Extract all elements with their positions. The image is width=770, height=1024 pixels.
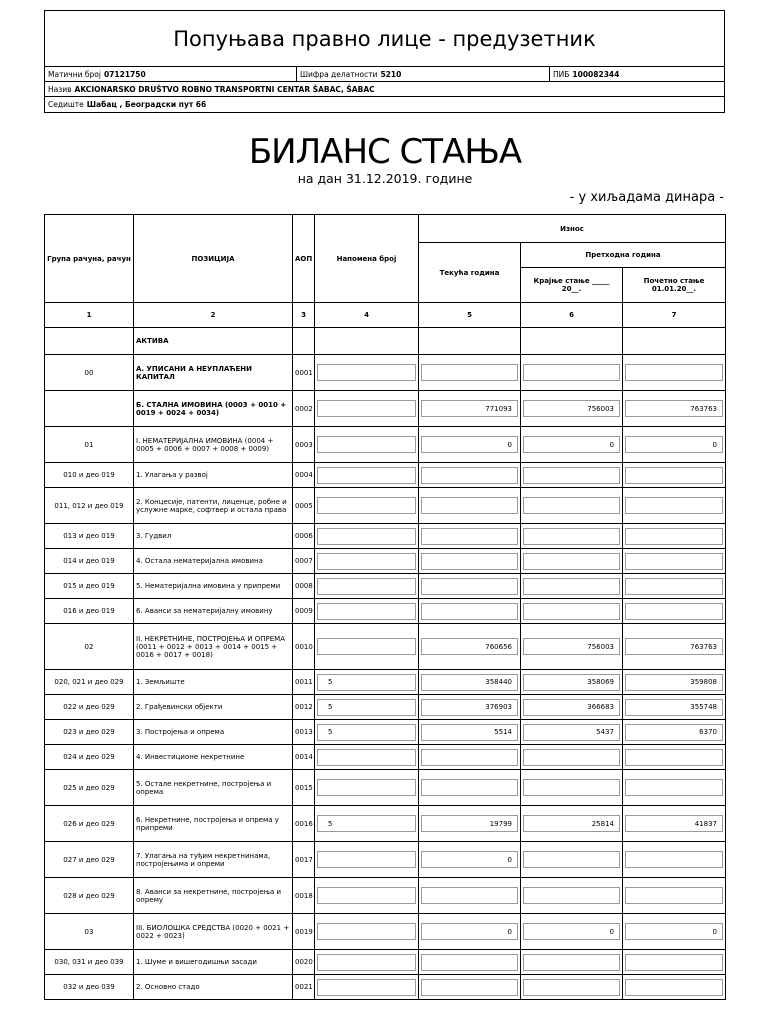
pib-label: ПИБ — [553, 69, 570, 79]
table-row — [45, 549, 726, 574]
closing-balance-field[interactable]: 25814 — [523, 815, 620, 832]
note-field[interactable] — [317, 779, 416, 796]
row-aop: 0009 — [293, 599, 315, 624]
opening-balance-field[interactable] — [625, 497, 723, 514]
row-position: А. УПИСАНИ А НЕУПЛАЋЕНИ КАПИТАЛ — [134, 355, 293, 391]
col-number: 2 — [134, 303, 293, 328]
col-number: 5 — [419, 303, 521, 328]
table-row — [45, 770, 726, 806]
note-field[interactable] — [317, 578, 416, 595]
row-aop: 0020 — [293, 950, 315, 975]
header-ids-row — [45, 67, 724, 82]
opening-balance-field[interactable]: 359808 — [625, 674, 723, 691]
row-group: 030, 031 и део 039 — [45, 950, 134, 975]
row-group: 023 и део 029 — [45, 720, 134, 745]
opening-balance-field[interactable]: 6370 — [625, 724, 723, 741]
header-opening: Почетно стање 01.01.20__. — [623, 268, 726, 303]
mb-label: Матични број — [48, 69, 101, 79]
opening-balance-field[interactable]: 355748 — [625, 699, 723, 716]
row-group: 020, 021 и део 029 — [45, 670, 134, 695]
row-group: 00 — [45, 355, 134, 391]
current-year-field[interactable]: 760656 — [421, 638, 518, 655]
closing-balance-field[interactable] — [523, 578, 620, 595]
current-year-field[interactable] — [421, 779, 518, 796]
table-row — [45, 524, 726, 549]
col-number: 3 — [293, 303, 315, 328]
row-group: 022 и део 029 — [45, 695, 134, 720]
current-year-field[interactable] — [421, 954, 518, 971]
row-group: 02 — [45, 624, 134, 670]
current-year-field[interactable] — [421, 603, 518, 620]
row-group: 011, 012 и део 019 — [45, 488, 134, 524]
document-unit: - у хиљадама динара - — [569, 190, 724, 205]
row-position: 7. Улагања на туђим некретнинама, постројењима и опреми — [134, 842, 293, 878]
row-aop: 0001 — [293, 355, 315, 391]
note-field[interactable]: 5 — [317, 699, 416, 716]
table-row — [45, 975, 726, 1000]
current-year-field[interactable]: 5514 — [421, 724, 518, 741]
note-field[interactable] — [317, 923, 416, 940]
sd-value: 5210 — [380, 69, 402, 79]
header-note: Напомена број — [315, 215, 419, 303]
row-position: 3. Постројења и опрема — [134, 720, 293, 745]
current-year-field[interactable]: 0 — [421, 851, 518, 868]
note-field[interactable] — [317, 851, 416, 868]
current-year-field[interactable] — [421, 497, 518, 514]
note-field[interactable] — [317, 528, 416, 545]
closing-balance-field[interactable] — [523, 603, 620, 620]
section-label: АКТИВА — [134, 328, 293, 355]
opening-balance-field[interactable] — [625, 887, 723, 904]
opening-balance-field[interactable] — [625, 979, 723, 996]
header-previous-year: Претходна година — [521, 243, 726, 268]
seat-value: Шабац , Београдски пут 66 — [86, 100, 207, 109]
row-aop: 0008 — [293, 574, 315, 599]
table-row — [45, 624, 726, 670]
mb-value: 07121750 — [103, 69, 146, 79]
current-year-field[interactable]: 19799 — [421, 815, 518, 832]
table-row — [45, 599, 726, 624]
row-position: Б. СТАЛНА ИМОВИНА (0003 + 0010 + 0019 + 0024 + 0034) — [134, 391, 293, 427]
note-field[interactable] — [317, 436, 416, 453]
closing-balance-field[interactable]: 366683 — [523, 699, 620, 716]
closing-balance-field[interactable] — [523, 528, 620, 545]
closing-balance-field[interactable]: 358069 — [523, 674, 620, 691]
opening-balance-field[interactable] — [625, 954, 723, 971]
note-field[interactable] — [317, 887, 416, 904]
opening-balance-field[interactable] — [625, 603, 723, 620]
row-group — [45, 391, 134, 427]
closing-balance-field[interactable] — [523, 954, 620, 971]
row-aop: 0012 — [293, 695, 315, 720]
note-field[interactable]: 5 — [317, 674, 416, 691]
opening-balance-field[interactable] — [625, 364, 723, 381]
closing-balance-field[interactable] — [523, 467, 620, 484]
header-position: ПОЗИЦИЈА — [134, 215, 293, 303]
opening-balance-field[interactable] — [625, 578, 723, 595]
current-year-field[interactable] — [421, 528, 518, 545]
current-year-field[interactable] — [421, 578, 518, 595]
row-position: III. БИОЛОШКА СРЕДСТВА (0020 + 0021 + 0022 + 0023) — [134, 914, 293, 950]
current-year-field[interactable] — [421, 364, 518, 381]
current-year-field[interactable] — [421, 553, 518, 570]
closing-balance-field[interactable] — [523, 851, 620, 868]
closing-balance-field[interactable] — [523, 749, 620, 766]
header-seat-row — [45, 97, 724, 112]
row-aop: 0013 — [293, 720, 315, 745]
table-row — [45, 670, 726, 695]
current-year-field[interactable]: 376903 — [421, 699, 518, 716]
col-number: 4 — [315, 303, 419, 328]
table-row — [45, 427, 726, 463]
row-group: 01 — [45, 427, 134, 463]
closing-balance-field[interactable]: 756003 — [523, 400, 620, 417]
row-group: 026 и део 029 — [45, 806, 134, 842]
current-year-field[interactable]: 0 — [421, 436, 518, 453]
table-row — [45, 355, 726, 391]
row-position: 2. Концесије, патенти, лиценце, робне и услужне марке, софтвер и остала права — [134, 488, 293, 524]
current-year-field[interactable] — [421, 467, 518, 484]
table-row — [45, 842, 726, 878]
closing-balance-field[interactable]: 0 — [523, 436, 620, 453]
closing-balance-field[interactable] — [523, 497, 620, 514]
row-group: 015 и део 019 — [45, 574, 134, 599]
sd-label: Шифра делатности — [300, 69, 378, 79]
table-row — [45, 878, 726, 914]
row-aop: 0007 — [293, 549, 315, 574]
row-position: 6. Аванси за нематеријалну имовину — [134, 599, 293, 624]
row-aop: 0021 — [293, 975, 315, 1000]
closing-balance-field[interactable] — [523, 364, 620, 381]
opening-balance-field[interactable]: 0 — [625, 436, 723, 453]
row-aop: 0011 — [293, 670, 315, 695]
note-field[interactable] — [317, 364, 416, 381]
opening-balance-field[interactable] — [625, 779, 723, 796]
row-group: 016 и део 019 — [45, 599, 134, 624]
row-aop: 0006 — [293, 524, 315, 549]
row-group: 028 и део 029 — [45, 878, 134, 914]
row-position: II. НЕКРЕТНИНЕ, ПОСТРОЈЕЊА И ОПРЕМА (0011 + 0012 + 0013 + 0014 + 0015 + 0016 + 0017 + 0018) — [134, 624, 293, 670]
table-row — [45, 914, 726, 950]
row-position: 2. Основно стадо — [134, 975, 293, 1000]
document-title: БИЛАНС СТАЊА — [248, 132, 522, 172]
header-current-year: Текућа година — [419, 243, 521, 303]
row-position: 4. Инвестиционе некретнине — [134, 745, 293, 770]
opening-balance-field[interactable] — [625, 749, 723, 766]
note-field[interactable] — [317, 553, 416, 570]
note-field[interactable] — [317, 749, 416, 766]
opening-balance-field[interactable] — [625, 528, 723, 545]
col-number: 1 — [45, 303, 134, 328]
row-position: 2. Грађевински објекти — [134, 695, 293, 720]
document-subtitle: на дан 31.12.2019. године — [297, 171, 473, 186]
current-year-field[interactable] — [421, 979, 518, 996]
row-aop: 0018 — [293, 878, 315, 914]
row-position: 1. Шуме и вишегодишњи засади — [134, 950, 293, 975]
note-field[interactable]: 5 — [317, 815, 416, 832]
row-position: 8. Аванси за некретнине, постројења и опрему — [134, 878, 293, 914]
closing-balance-field[interactable] — [523, 779, 620, 796]
closing-balance-field[interactable] — [523, 887, 620, 904]
note-field[interactable] — [317, 979, 416, 996]
row-group: 013 и део 019 — [45, 524, 134, 549]
closing-balance-field[interactable]: 756003 — [523, 638, 620, 655]
note-field[interactable]: 5 — [317, 724, 416, 741]
row-position: 3. Гудвил — [134, 524, 293, 549]
row-aop: 0010 — [293, 624, 315, 670]
row-aop: 0019 — [293, 914, 315, 950]
opening-balance-field[interactable] — [625, 553, 723, 570]
col-number: 6 — [521, 303, 623, 328]
current-year-field[interactable] — [421, 749, 518, 766]
row-aop: 0003 — [293, 427, 315, 463]
note-field[interactable] — [317, 603, 416, 620]
row-group: 010 и део 019 — [45, 463, 134, 488]
header-name-row — [45, 82, 724, 97]
header-closing: Крајње стање _____ 20__. — [521, 268, 623, 303]
header-amount: Износ — [419, 215, 726, 243]
table-row — [45, 574, 726, 599]
header-aop: АОП — [293, 215, 315, 303]
header-group: Група рачуна, рачун — [45, 215, 134, 303]
table-row — [45, 745, 726, 770]
name-value: AKCIONARSKO DRUŠTVO ROBNO TRANSPORTNI CENTAR ŠABAC, ŠABAC — [74, 84, 375, 94]
row-position: 5. Нематеријална имовина у припреми — [134, 574, 293, 599]
opening-balance-field[interactable]: 763763 — [625, 400, 723, 417]
row-group: 014 и део 019 — [45, 549, 134, 574]
row-group: 024 и део 029 — [45, 745, 134, 770]
table-row — [45, 720, 726, 745]
row-group: 025 и део 029 — [45, 770, 134, 806]
current-year-field[interactable]: 358440 — [421, 674, 518, 691]
note-field[interactable] — [317, 954, 416, 971]
seat-label: Седиште — [48, 100, 84, 109]
closing-balance-field[interactable] — [523, 553, 620, 570]
row-position: I. НЕМАТЕРИЈАЛНА ИМОВИНА (0004 + 0005 + 0006 + 0007 + 0008 + 0009) — [134, 427, 293, 463]
col-number: 7 — [623, 303, 726, 328]
table-row — [45, 695, 726, 720]
row-aop: 0005 — [293, 488, 315, 524]
table-row — [45, 488, 726, 524]
row-position: 1. Улагања у развој — [134, 463, 293, 488]
row-aop: 0002 — [293, 391, 315, 427]
note-field[interactable] — [317, 467, 416, 484]
closing-balance-field[interactable]: 0 — [523, 923, 620, 940]
opening-balance-field[interactable] — [625, 467, 723, 484]
closing-balance-field[interactable]: 5437 — [523, 724, 620, 741]
row-aop: 0016 — [293, 806, 315, 842]
row-position: 5. Остале некретнине, постројења и опрема — [134, 770, 293, 806]
row-group: 032 и део 039 — [45, 975, 134, 1000]
pib-value: 100082344 — [572, 69, 620, 79]
row-group: 027 и део 029 — [45, 842, 134, 878]
current-year-field[interactable]: 0 — [421, 923, 518, 940]
table-row — [45, 463, 726, 488]
note-field[interactable] — [317, 497, 416, 514]
row-group: 03 — [45, 914, 134, 950]
opening-balance-field[interactable]: 0 — [625, 923, 723, 940]
opening-balance-field[interactable] — [625, 851, 723, 868]
current-year-field[interactable] — [421, 887, 518, 904]
row-position: 6. Некретнине, постројења и опрема у припреми — [134, 806, 293, 842]
note-field[interactable] — [317, 400, 416, 417]
name-label: Назив — [48, 84, 72, 94]
current-year-field[interactable]: 771093 — [421, 400, 518, 417]
row-position: 1. Земљиште — [134, 670, 293, 695]
row-aop: 0015 — [293, 770, 315, 806]
table-row — [45, 950, 726, 975]
row-aop: 0014 — [293, 745, 315, 770]
balance-table — [44, 214, 726, 1000]
row-aop: 0017 — [293, 842, 315, 878]
row-position: 4. Остала нематеријална имовина — [134, 549, 293, 574]
header-title: Попуњава правно лице - предузетник — [45, 11, 724, 67]
header-box — [44, 10, 725, 113]
opening-balance-field[interactable]: 41837 — [625, 815, 723, 832]
opening-balance-field[interactable]: 763763 — [625, 638, 723, 655]
note-field[interactable] — [317, 638, 416, 655]
row-aop: 0004 — [293, 463, 315, 488]
table-row — [45, 391, 726, 427]
table-row — [45, 806, 726, 842]
closing-balance-field[interactable] — [523, 979, 620, 996]
